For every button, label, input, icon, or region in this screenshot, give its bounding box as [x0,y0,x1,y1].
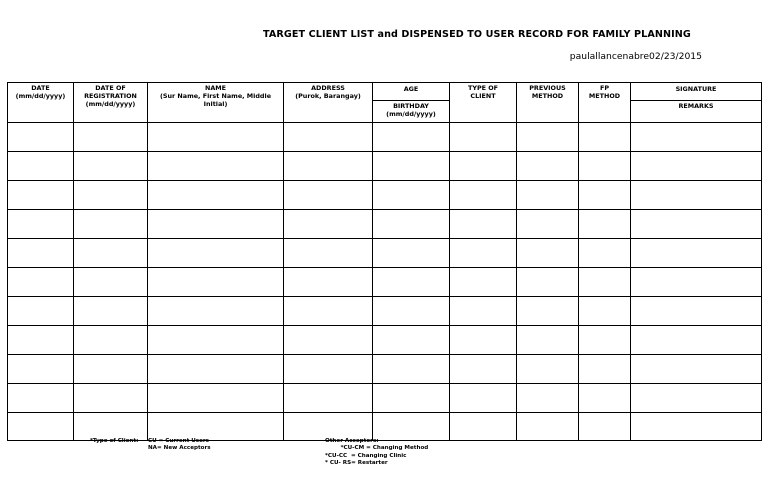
entry-cell[interactable] [8,239,74,268]
entry-cell[interactable] [8,384,74,413]
table-row [8,210,762,239]
entry-cell[interactable] [631,210,762,239]
entry-cell[interactable] [373,239,450,268]
entry-cell[interactable] [373,268,450,297]
entry-cell[interactable] [8,413,74,441]
entry-cell[interactable] [631,326,762,355]
entry-cell[interactable] [8,181,74,210]
entry-cell[interactable] [450,326,517,355]
entry-cell[interactable] [579,268,631,297]
entry-cell[interactable] [579,123,631,152]
entry-cell[interactable] [74,413,148,441]
entry-cell[interactable] [373,413,450,441]
table-row [8,239,762,268]
entry-cell[interactable] [517,152,579,181]
table-row [8,326,762,355]
entry-cell[interactable] [450,413,517,441]
entry-cell[interactable] [373,181,450,210]
entry-cell[interactable] [284,326,373,355]
entry-cell[interactable] [373,384,450,413]
entry-cell[interactable] [450,152,517,181]
header-age: AGE [373,84,449,101]
entry-cell[interactable] [8,210,74,239]
header-previous-method: PREVIOUS METHOD [517,83,579,123]
client-type-label: *Type of Client: [90,438,139,444]
entry-cell[interactable] [148,326,284,355]
entry-cell[interactable] [284,355,373,384]
entry-cell[interactable] [148,384,284,413]
header-client-type: TYPE OF CLIENT [450,83,517,123]
entry-cell[interactable] [8,326,74,355]
entry-cell[interactable] [284,181,373,210]
entry-cell[interactable] [8,297,74,326]
entry-cell[interactable] [284,297,373,326]
entry-cell[interactable] [517,297,579,326]
entry-cell[interactable] [579,384,631,413]
entry-cell[interactable] [631,413,762,441]
entry-cell[interactable] [579,239,631,268]
entry-cell[interactable] [517,123,579,152]
entry-cell[interactable] [631,297,762,326]
entry-cell[interactable] [631,268,762,297]
entry-cell[interactable] [284,413,373,441]
entry-cell[interactable] [284,123,373,152]
entry-cell[interactable] [517,355,579,384]
table-row [8,181,762,210]
entry-cell[interactable] [450,268,517,297]
entry-cell[interactable] [74,239,148,268]
header-date: DATE (mm/dd/yyyy) [8,83,74,123]
entry-cell[interactable] [517,181,579,210]
entry-cell[interactable] [517,413,579,441]
entry-cell[interactable] [148,297,284,326]
table-row [8,123,762,152]
table-row [8,152,762,181]
entry-cell[interactable] [284,268,373,297]
entry-cell[interactable] [74,210,148,239]
entry-cell[interactable] [148,239,284,268]
entry-cell[interactable] [450,297,517,326]
entry-cell[interactable] [284,152,373,181]
entry-cell[interactable] [450,355,517,384]
table-row [8,384,762,413]
entry-cell[interactable] [148,181,284,210]
entry-cell[interactable] [631,152,762,181]
header-fp-method: FP METHOD [579,83,631,123]
entry-cell[interactable] [517,210,579,239]
entry-cell[interactable] [8,152,74,181]
entry-cell[interactable] [74,152,148,181]
entry-cell[interactable] [450,239,517,268]
entry-cell[interactable] [517,239,579,268]
entry-cell[interactable] [74,123,148,152]
entry-cell[interactable] [148,152,284,181]
client-type-legend: CU = Current Users NA= New Acceptors [148,438,211,452]
entry-cell[interactable] [74,355,148,384]
entry-cell[interactable] [450,210,517,239]
header-signature-remarks [631,83,762,123]
entry-cell[interactable] [284,210,373,239]
entry-cell[interactable] [450,123,517,152]
entry-cell[interactable] [148,413,284,441]
table-row [8,355,762,384]
entry-cell[interactable] [631,239,762,268]
entry-cell[interactable] [373,210,450,239]
entry-cell[interactable] [450,384,517,413]
entry-cell[interactable] [8,355,74,384]
entry-cell[interactable] [631,355,762,384]
client-record-table [7,82,762,441]
entry-cell[interactable] [579,181,631,210]
entry-cell[interactable] [579,326,631,355]
entry-cell[interactable] [8,268,74,297]
entry-cell[interactable] [579,152,631,181]
form-title: TARGET CLIENT LIST and DISPENSED TO USER RECORD FOR FAMILY PLANNING [263,29,691,40]
entry-cell[interactable] [148,210,284,239]
entry-cell[interactable] [579,210,631,239]
header-name: NAME (Sur Name, First Name, Middle Initial) [148,83,284,123]
table-row [8,297,762,326]
table-row [8,268,762,297]
entry-cell[interactable] [579,355,631,384]
entry-cell[interactable] [373,152,450,181]
header-remarks: REMARKS [678,102,714,110]
header-age-birthday [373,83,450,123]
entry-cell[interactable] [373,326,450,355]
entry-cell[interactable] [148,268,284,297]
entry-cell[interactable] [579,413,631,441]
entry-cell[interactable] [74,268,148,297]
entry-cell[interactable] [517,326,579,355]
entry-cell[interactable] [373,297,450,326]
other-acceptors-legend: Other Acceptors: *CU-CM = Changing Method *CU-CC = Changing Clinic * CU- RS= Restarter [325,438,429,466]
entry-cell[interactable] [631,181,762,210]
entry-cell[interactable] [148,123,284,152]
entry-cell[interactable] [450,181,517,210]
entry-cell[interactable] [517,384,579,413]
entry-cell[interactable] [579,297,631,326]
header-registration: DATE OF REGISTRATION (mm/dd/yyyy) [74,83,148,123]
entry-cell[interactable] [74,297,148,326]
header-birthday: BIRTHDAY (mm/dd/yyyy) [386,102,436,118]
entry-cell[interactable] [284,384,373,413]
entry-cell[interactable] [631,123,762,152]
entry-cell[interactable] [74,181,148,210]
entry-cell[interactable] [8,123,74,152]
entry-cell[interactable] [373,355,450,384]
entry-cell[interactable] [74,384,148,413]
entry-cell[interactable] [373,123,450,152]
uploader-date: paulallancenabre02/23/2015 [569,51,702,62]
entry-cell[interactable] [517,268,579,297]
header-signature: SIGNATURE [631,84,761,101]
entry-cell[interactable] [631,384,762,413]
entry-cell[interactable] [284,239,373,268]
header-address: ADDRESS (Purok, Barangay) [284,83,373,123]
entry-cell[interactable] [148,355,284,384]
table-row [8,413,762,441]
entry-cell[interactable] [74,326,148,355]
